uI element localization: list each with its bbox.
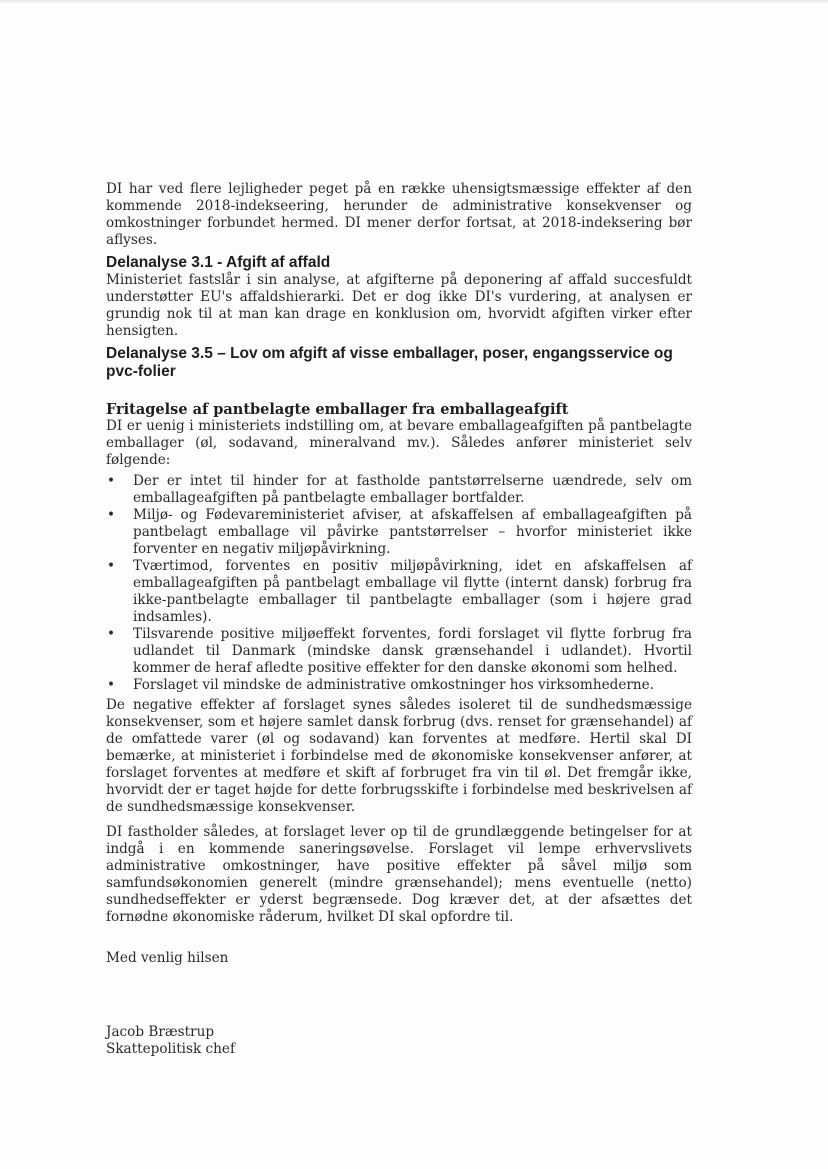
signature-title: Skattepolitisk chef bbox=[106, 1041, 235, 1057]
bullet-icon: • bbox=[107, 507, 116, 523]
bullet-list-block bbox=[106, 473, 692, 694]
conclusion-paragraph: DI fastholder således, at forslaget lever op til de grundlæggende betingelser for at indgå i en kommende saneringsøvelse. Forslaget vil lempe erhvervslivets administrative omkostninger, have positive effekter på såvel miljø som samfundsøkonomien generelt (mindre grænsehandel); mens eventuelle (netto) sundhedseffekter er yderst begrænsede. Dog kræver det, at der afsættes det fornødne økonomiske råderum, hvilket DI skal opfordre til. bbox=[106, 824, 692, 925]
bullet-icon: • bbox=[107, 473, 116, 489]
list-item: • Tilsvarende positive miljøeffekt forventes, fordi forslaget vil flytte forbrug fra udlandet til Danmark (mindske dansk grænsehandel i udlandet). Hvortil kommer de heraf afledte positive effekter for den danske økonomi som helhed. bbox=[107, 626, 692, 676]
closing-greeting: Med venlig hilsen bbox=[106, 950, 229, 966]
section-3-5-sub bbox=[106, 401, 692, 469]
section-3-5-heading: Delanalyse 3.5 – Lov om afgift af visse emballager, poser, engangsservice og pvc-folier bbox=[106, 345, 673, 380]
list-item: • Der er intet til hinder for at fastholde pantstørrelserne uændrede, selv om emballageafgiften på pantbelagte emballager bortfalder. bbox=[107, 473, 692, 506]
bullet-list bbox=[106, 473, 692, 694]
list-item: • Tværtimod, forventes en positiv miljøpåvirkning, idet en afskaffelsen af emballageafgiften på pantbelagt emballage vil flytte (internt dansk) forbrug fra ikke-pantbelagte emballager til pantbelagte emballager (som i højere grad indsamles). bbox=[107, 558, 692, 625]
scan-top-edge bbox=[0, 0, 828, 4]
section-3-1 bbox=[106, 254, 692, 340]
section-3-5-subheading: Fritagelse af pantbelagte emballager fra emballageafgift bbox=[106, 401, 569, 418]
bullet-icon: • bbox=[107, 558, 116, 574]
bullet-icon: • bbox=[107, 677, 116, 693]
list-item: • Miljø- og Fødevareministeriet afviser, at afskaffelsen af emballageafgiften på pantbelagt emballage vil påvirke pantstørrelser – hvorfor ministeriet ikke forventer en negativ miljøpåvirkning. bbox=[107, 507, 692, 557]
section-3-1-body: Ministeriet fastslår i sin analyse, at afgifterne på deponering af affald succesfuldt understøtter EU's affaldshierarki. Det er dog ikke DI's vurdering, at analysen er grundig nok til at man kan drage en konklusion om, hvorvidt afgiften virker efter hensigten. bbox=[106, 272, 692, 339]
negative-effects-paragraph: De negative effekter af forslaget synes således isoleret til de sundhedsmæssige konsekvenser, som et højere samlet dansk forbrug (dvs. renset for grænsehandel) af de omfattede varer (øl og sodavand) kan forventes at medføre. Hertil skal DI bemærke, at ministeriet i forbindelse med de økonomiske konsekvenser anfører, at forslaget forventes at medføre et skift af forbruget fra vin til øl. Det fremgår ikke, hvorvidt der er taget højde for dette forbrugsskifte i forbindelse med beskrivelsen af de sundhedsmæssige konsekvenser. bbox=[106, 697, 692, 815]
section-3-1-heading: Delanalyse 3.1 - Afgift af affald bbox=[106, 254, 331, 271]
section-3-5-heading-block bbox=[106, 345, 692, 381]
intro-paragraph: DI har ved flere lejligheder peget på en række uhensigtsmæssige effekter af den kommende 2018-indekseering, herunder de administrative konsekvenser og omkostninger forbundet hermed. DI mener derfor fortsat, at 2018-indeksering bør aflyses. bbox=[106, 181, 692, 248]
signature-name: Jacob Bræstrup bbox=[106, 1024, 215, 1040]
section-3-5-body: DI er uenig i ministeriets indstilling om, at bevare emballageafgiften på pantbelagte emballager (øl, sodavand, mineralvand mv.). Således anfører ministeriet selv følgende: bbox=[106, 418, 692, 468]
signature-block bbox=[106, 1024, 692, 1058]
bullet-icon: • bbox=[107, 626, 116, 642]
list-item: • Forslaget vil mindske de administrative omkostninger hos virksomhederne. bbox=[107, 677, 654, 693]
